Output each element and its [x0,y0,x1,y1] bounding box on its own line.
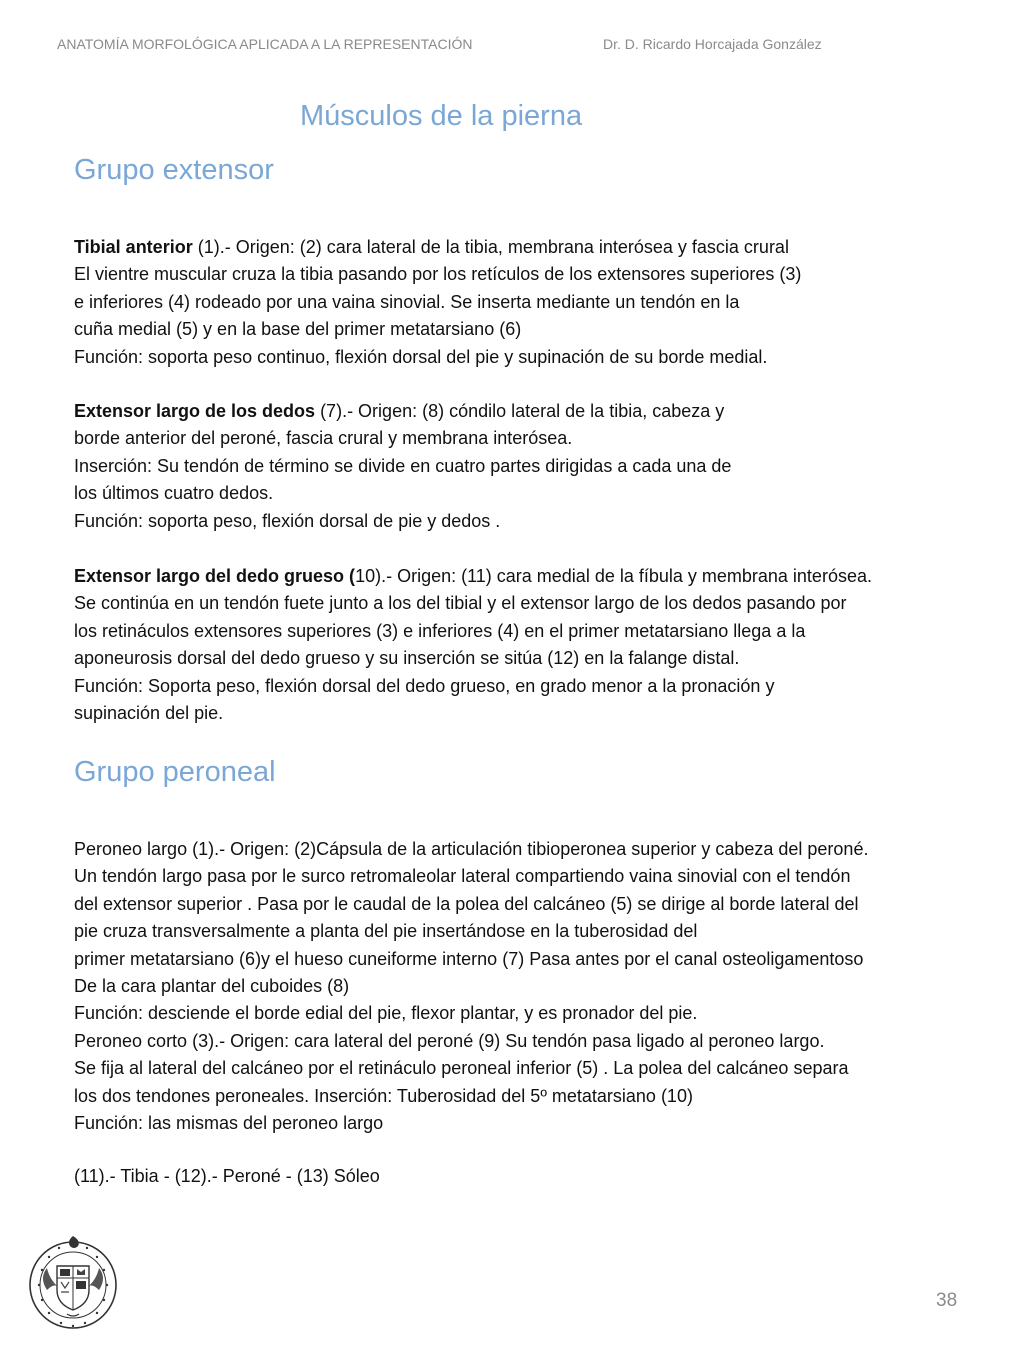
section-title-peroneal: Grupo peroneal [74,756,276,788]
eagle-right-wing [89,1268,103,1290]
muscle-name: Extensor largo de los dedos [74,401,316,421]
para-line: supinación del pie. [74,703,224,724]
para-line: Tibial anterior (1).- Origen: (2) cara lateral de la tibia, membrana interósea y fascia crural [74,237,789,257]
para-line: pie cruza transversalmente a planta del pie insertándose en la tuberosidad del [74,921,698,942]
para-line: Se continúa en un tendón fuete junto a los del tibial y el extensor largo de los dedos pasando por [74,593,847,614]
para-line: cuña medial (5) y en la base del primer metatarsiano (6) [74,319,522,340]
para-line: (11).- Tibia - (12).- Peroné - (13) Sóleo [74,1166,380,1186]
paragraph-tibial-anterior [74,234,1004,371]
para-line: Función: soporta peso continuo, flexión dorsal del pie y supinación de su borde medial. [74,346,768,367]
university-seal-logo [27,1228,119,1336]
muscle-name: Extensor largo del dedo grueso ( [74,566,356,586]
para-line: e inferiores (4) rodeado por una vaina sinovial. Se inserta mediante un tendón en la [74,291,740,312]
para-line: De la cara plantar del cuboides (8) [74,976,350,997]
para-line: Extensor largo de los dedos (7).- Origen: (8) cóndilo lateral de la tibia, cabeza y [74,401,725,421]
para-line: Extensor largo del dedo grueso (10).- Origen: (11) cara medial de la fíbula y membrana interósea. [74,566,872,586]
para-line: primer metatarsiano (6)y el hueso cuneiforme interno (7) Pasa antes por el canal osteoligamentoso [74,948,864,969]
section-title-extensor: Grupo extensor [74,154,274,186]
para-line: los dos tendones peroneales. Inserción: Tuberosidad del 5º metatarsiano (10) [74,1085,693,1106]
para-line: Peroneo corto (3).- Origen: cara lateral del peroné (9) Su tendón pasa ligado al peroneo largo. [74,1030,825,1051]
para-line: Un tendón largo pasa por le surco retromaleolar lateral compartiendo vaina sinovial con el tendón [74,866,851,887]
para-line: los retináculos extensores superiores (3) e inferiores (4) en el primer metatarsiano llega a la [74,620,806,641]
page-number: 38 [936,1290,958,1311]
header-author: Dr. D. Ricardo Horcajada González [603,36,822,52]
para-line: Peroneo largo (1).- Origen: (2)Cápsula de la articulación tibioperonea superior y cabeza del peroné. [74,839,869,859]
para-line: aponeurosis dorsal del dedo grueso y su inserción se sitúa (12) en la falange distal. [74,648,740,669]
shield-quarter-2 [76,1281,86,1289]
para-line: Se fija al lateral del calcáneo por el retináculo peroneal inferior (5) . La polea del calcáneo separa [74,1058,849,1079]
page-title: Músculos de la pierna [300,100,583,132]
paragraph-extensor-largo-dedo-grueso [74,563,1004,727]
para-line: Función: soporta peso, flexión dorsal de pie y dedos . [74,510,501,531]
seal-ribbon [67,1314,79,1316]
para-line: El vientre muscular cruza la tibia pasando por los retículos de los extensores superiores (3) [74,264,802,285]
para-line: Función: Soporta peso, flexión dorsal del dedo grueso, en grado menor a la pronación y [74,675,775,696]
para-line: del extensor superior . Pasa por le caudal de la polea del calcáneo (5) se dirige al borde lateral del [74,893,859,914]
eagle-left-wing [43,1268,57,1290]
para-line: Función: las mismas del peroneo largo [74,1113,384,1134]
para-line: los últimos cuatro dedos. [74,483,274,504]
muscle-name: Tibial anterior [74,237,193,257]
para-line: Función: desciende el borde edial del pie, flexor plantar, y es pronador del pie. [74,1003,698,1024]
header-course-title: ANATOMÍA MORFOLÓGICA APLICADA A LA REPRESENTACIÓN [57,36,473,52]
para-line: borde anterior del peroné, fascia crural y membrana interósea. [74,428,573,449]
legend-line [74,1163,1004,1190]
para-line: Inserción: Su tendón de término se divide en cuatro partes dirigidas a cada una de [74,455,732,476]
paragraph-peroneal [74,836,1004,1137]
seal-crest [69,1236,79,1248]
shield-quarter-1 [60,1269,70,1276]
paragraph-extensor-largo-dedos [74,398,1004,535]
